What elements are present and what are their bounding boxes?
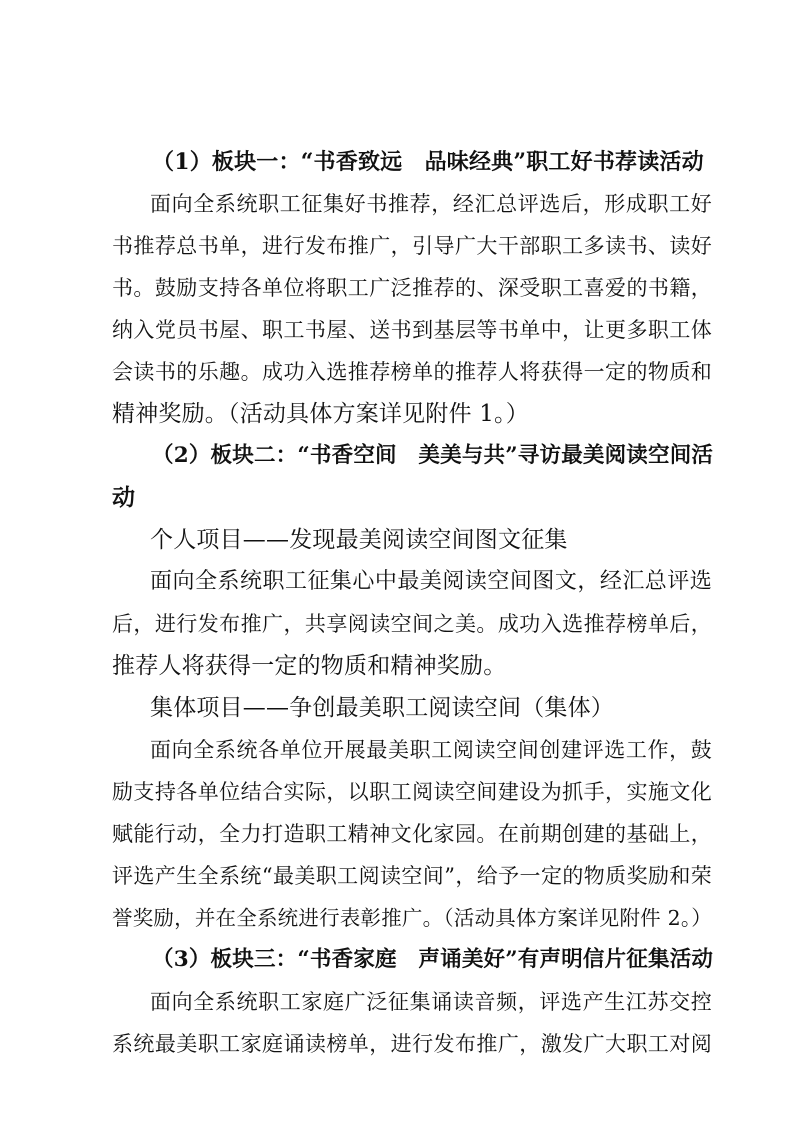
- subsection-heading-individual: 个人项目——发现最美阅读空间图文征集: [150, 527, 568, 553]
- paragraph-line: 后，进行发布推广，共享阅读空间之美。成功入选推荐榜单后，: [112, 612, 712, 636]
- paragraph-line: 面向全系统职工家庭广泛征集诵读音频，评选产生江苏交控: [150, 990, 712, 1014]
- paragraph-line: 面向全系统职工征集好书推荐，经汇总评选后，形成职工好: [150, 192, 712, 216]
- paragraph-line: 推荐人将获得一定的物质和精神奖励。: [112, 653, 507, 679]
- paragraph-line: 励支持各单位结合实际，以职工阅读空间建设为抓手，实施文化: [112, 780, 712, 804]
- paragraph-line: 书推荐总书单，进行发布推广，引导广大干部职工多读书、读好: [112, 234, 712, 258]
- subsection-heading-collective: 集体项目——争创最美职工阅读空间（集体）: [150, 695, 614, 721]
- paragraph-line: 评选产生全系统“最美职工阅读空间”，给予一定的物质奖励和荣: [112, 864, 712, 888]
- paragraph-line: 面向全系统职工征集心中最美阅读空间图文，经汇总评选: [150, 569, 712, 594]
- section-2-heading-continued: 动: [112, 484, 136, 511]
- paragraph-line: 书。鼓励支持各单位将职工广泛推荐的、深受职工喜爱的书籍，: [112, 276, 712, 300]
- paragraph-line: 纳入党员书屋、职工书屋、送书到基层等书单中，让更多职工体: [112, 318, 712, 342]
- section-1-heading: （1）板块一：“书香致远 品味经典”职工好书荐读活动: [152, 149, 704, 175]
- paragraph-line: 面向全系统各单位开展最美职工阅读空间创建评选工作，鼓: [150, 738, 712, 762]
- paragraph-line: 赋能行动，全力打造职工精神文化家园。在前期创建的基础上，: [112, 822, 712, 846]
- paragraph-line: 精神奖励。（活动具体方案详见附件 1。）: [112, 401, 529, 427]
- section-3-heading: （3）板块三：“书香家庭 声诵美好”有声明信片征集活动: [152, 947, 714, 972]
- paragraph-line: 会读书的乐趣。成功入选推荐榜单的推荐人将获得一定的物质和: [112, 360, 712, 384]
- paragraph-line: 誉奖励，并在全系统进行表彰推广。（活动具体方案详见附件 2。）: [112, 906, 712, 930]
- section-2-heading: （2）板块二：“书香空间 美美与共”寻访最美阅读空间活: [152, 443, 714, 468]
- paragraph-line: 系统最美职工家庭诵读榜单，进行发布推广，激发广大职工对阅: [112, 1032, 712, 1056]
